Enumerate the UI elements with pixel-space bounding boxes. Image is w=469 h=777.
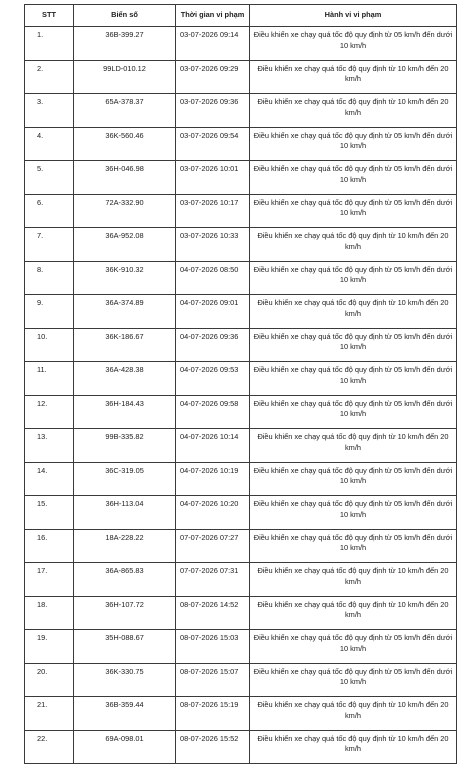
cell-plate: 36H-113.04 bbox=[74, 496, 176, 530]
cell-stt: 13. bbox=[25, 429, 74, 463]
cell-plate: 36A-952.08 bbox=[74, 228, 176, 262]
cell-plate: 36B-399.27 bbox=[74, 27, 176, 61]
cell-stt: 7. bbox=[25, 228, 74, 262]
cell-stt: 10. bbox=[25, 328, 74, 362]
cell-stt: 5. bbox=[25, 161, 74, 195]
cell-plate: 36H-107.72 bbox=[74, 596, 176, 630]
table-row bbox=[25, 630, 457, 664]
cell-stt: 16. bbox=[25, 529, 74, 563]
cell-violation: Điều khiển xe chạy quá tốc độ quy định từ 05 km/h đến dưới 10 km/h bbox=[250, 328, 457, 362]
cell-time: 03-07-2026 09:14 bbox=[176, 27, 250, 61]
cell-stt: 17. bbox=[25, 563, 74, 597]
table-body bbox=[25, 27, 457, 764]
cell-violation: Điều khiển xe chạy quá tốc độ quy định từ 10 km/h đến 20 km/h bbox=[250, 295, 457, 329]
table-row bbox=[25, 295, 457, 329]
table-row bbox=[25, 328, 457, 362]
cell-time: 04-07-2026 10:20 bbox=[176, 496, 250, 530]
cell-violation: Điều khiển xe chạy quá tốc độ quy định từ 05 km/h đến dưới 10 km/h bbox=[250, 496, 457, 530]
table-row bbox=[25, 462, 457, 496]
cell-plate: 36K-560.46 bbox=[74, 127, 176, 161]
header-plate: Biển số bbox=[74, 5, 176, 27]
table-row bbox=[25, 362, 457, 396]
table-row bbox=[25, 697, 457, 731]
cell-plate: 99LD-010.12 bbox=[74, 60, 176, 94]
cell-stt: 8. bbox=[25, 261, 74, 295]
cell-stt: 9. bbox=[25, 295, 74, 329]
table-header bbox=[25, 5, 457, 27]
header-violation: Hành vi vi phạm bbox=[250, 5, 457, 27]
cell-stt: 3. bbox=[25, 94, 74, 128]
cell-violation: Điều khiển xe chạy quá tốc độ quy định từ 10 km/h đến 20 km/h bbox=[250, 94, 457, 128]
cell-plate: 36K-186.67 bbox=[74, 328, 176, 362]
cell-plate: 36H-184.43 bbox=[74, 395, 176, 429]
cell-time: 08-07-2026 15:07 bbox=[176, 663, 250, 697]
cell-plate: 36C-319.05 bbox=[74, 462, 176, 496]
cell-time: 04-07-2026 10:14 bbox=[176, 429, 250, 463]
cell-stt: 20. bbox=[25, 663, 74, 697]
cell-time: 03-07-2026 09:29 bbox=[176, 60, 250, 94]
cell-plate: 36K-910.32 bbox=[74, 261, 176, 295]
cell-violation: Điều khiển xe chạy quá tốc độ quy định từ 05 km/h đến dưới 10 km/h bbox=[250, 395, 457, 429]
table-row bbox=[25, 27, 457, 61]
cell-time: 08-07-2026 15:03 bbox=[176, 630, 250, 664]
cell-violation: Điều khiển xe chạy quá tốc độ quy định từ 10 km/h đến 20 km/h bbox=[250, 228, 457, 262]
table-row bbox=[25, 663, 457, 697]
cell-violation: Điều khiển xe chạy quá tốc độ quy định từ 05 km/h đến dưới 10 km/h bbox=[250, 194, 457, 228]
cell-plate: 36B-359.44 bbox=[74, 697, 176, 731]
table-row bbox=[25, 596, 457, 630]
table-row bbox=[25, 429, 457, 463]
cell-plate: 35H-088.67 bbox=[74, 630, 176, 664]
cell-violation: Điều khiển xe chạy quá tốc độ quy định từ 05 km/h đến dưới 10 km/h bbox=[250, 362, 457, 396]
cell-plate: 36A-865.83 bbox=[74, 563, 176, 597]
table-row bbox=[25, 60, 457, 94]
cell-time: 07-07-2026 07:31 bbox=[176, 563, 250, 597]
cell-plate: 65A-378.37 bbox=[74, 94, 176, 128]
cell-stt: 4. bbox=[25, 127, 74, 161]
table-row bbox=[25, 529, 457, 563]
cell-plate: 72A-332.90 bbox=[74, 194, 176, 228]
cell-stt: 15. bbox=[25, 496, 74, 530]
cell-violation: Điều khiển xe chạy quá tốc độ quy định từ 10 km/h đến 20 km/h bbox=[250, 429, 457, 463]
table-row bbox=[25, 496, 457, 530]
cell-plate: 99B-335.82 bbox=[74, 429, 176, 463]
cell-violation: Điều khiển xe chạy quá tốc độ quy định từ 10 km/h đến 20 km/h bbox=[250, 697, 457, 731]
cell-stt: 11. bbox=[25, 362, 74, 396]
cell-time: 04-07-2026 09:58 bbox=[176, 395, 250, 429]
cell-stt: 21. bbox=[25, 697, 74, 731]
cell-time: 04-07-2026 10:19 bbox=[176, 462, 250, 496]
cell-stt: 6. bbox=[25, 194, 74, 228]
cell-violation: Điều khiển xe chạy quá tốc độ quy định từ 05 km/h đến dưới 10 km/h bbox=[250, 261, 457, 295]
cell-time: 04-07-2026 09:01 bbox=[176, 295, 250, 329]
cell-violation: Điều khiển xe chạy quá tốc độ quy định từ 05 km/h đến dưới 10 km/h bbox=[250, 161, 457, 195]
cell-time: 08-07-2026 14:52 bbox=[176, 596, 250, 630]
header-time: Thời gian vi phạm bbox=[176, 5, 250, 27]
table-row bbox=[25, 194, 457, 228]
table-row bbox=[25, 563, 457, 597]
cell-time: 03-07-2026 10:17 bbox=[176, 194, 250, 228]
table-row bbox=[25, 94, 457, 128]
cell-violation: Điều khiển xe chạy quá tốc độ quy định từ 10 km/h đến 20 km/h bbox=[250, 60, 457, 94]
cell-violation: Điều khiển xe chạy quá tốc độ quy định từ 05 km/h đến dưới 10 km/h bbox=[250, 663, 457, 697]
table-row bbox=[25, 127, 457, 161]
cell-time: 08-07-2026 15:52 bbox=[176, 730, 250, 764]
cell-plate: 36A-374.89 bbox=[74, 295, 176, 329]
cell-violation: Điều khiển xe chạy quá tốc độ quy định từ 05 km/h đến dưới 10 km/h bbox=[250, 529, 457, 563]
cell-time: 03-07-2026 09:54 bbox=[176, 127, 250, 161]
cell-plate: 69A-098.01 bbox=[74, 730, 176, 764]
cell-stt: 18. bbox=[25, 596, 74, 630]
cell-stt: 22. bbox=[25, 730, 74, 764]
violations-table bbox=[24, 4, 457, 764]
cell-violation: Điều khiển xe chạy quá tốc độ quy định từ 05 km/h đến dưới 10 km/h bbox=[250, 127, 457, 161]
table-row bbox=[25, 228, 457, 262]
header-row bbox=[25, 5, 457, 27]
cell-violation: Điều khiển xe chạy quá tốc độ quy định từ 10 km/h đến 20 km/h bbox=[250, 730, 457, 764]
cell-stt: 2. bbox=[25, 60, 74, 94]
cell-time: 03-07-2026 10:33 bbox=[176, 228, 250, 262]
cell-stt: 1. bbox=[25, 27, 74, 61]
cell-time: 04-07-2026 08:50 bbox=[176, 261, 250, 295]
cell-time: 03-07-2026 10:01 bbox=[176, 161, 250, 195]
table-row bbox=[25, 730, 457, 764]
cell-plate: 36A-428.38 bbox=[74, 362, 176, 396]
cell-time: 03-07-2026 09:36 bbox=[176, 94, 250, 128]
cell-violation: Điều khiển xe chạy quá tốc độ quy định từ 10 km/h đến 20 km/h bbox=[250, 563, 457, 597]
cell-violation: Điều khiển xe chạy quá tốc độ quy định từ 10 km/h đến 20 km/h bbox=[250, 596, 457, 630]
table-row bbox=[25, 161, 457, 195]
cell-stt: 14. bbox=[25, 462, 74, 496]
cell-stt: 19. bbox=[25, 630, 74, 664]
table-row bbox=[25, 261, 457, 295]
cell-violation: Điều khiển xe chạy quá tốc độ quy định từ 05 km/h đến dưới 10 km/h bbox=[250, 462, 457, 496]
cell-time: 08-07-2026 15:19 bbox=[176, 697, 250, 731]
cell-time: 04-07-2026 09:36 bbox=[176, 328, 250, 362]
table-row bbox=[25, 395, 457, 429]
cell-plate: 18A-228.22 bbox=[74, 529, 176, 563]
cell-stt: 12. bbox=[25, 395, 74, 429]
cell-violation: Điều khiển xe chạy quá tốc độ quy định từ 05 km/h đến dưới 10 km/h bbox=[250, 27, 457, 61]
header-stt: STT bbox=[25, 5, 74, 27]
cell-plate: 36H-046.98 bbox=[74, 161, 176, 195]
cell-time: 07-07-2026 07:27 bbox=[176, 529, 250, 563]
cell-time: 04-07-2026 09:53 bbox=[176, 362, 250, 396]
cell-plate: 36K-330.75 bbox=[74, 663, 176, 697]
cell-violation: Điều khiển xe chạy quá tốc độ quy định từ 05 km/h đến dưới 10 km/h bbox=[250, 630, 457, 664]
